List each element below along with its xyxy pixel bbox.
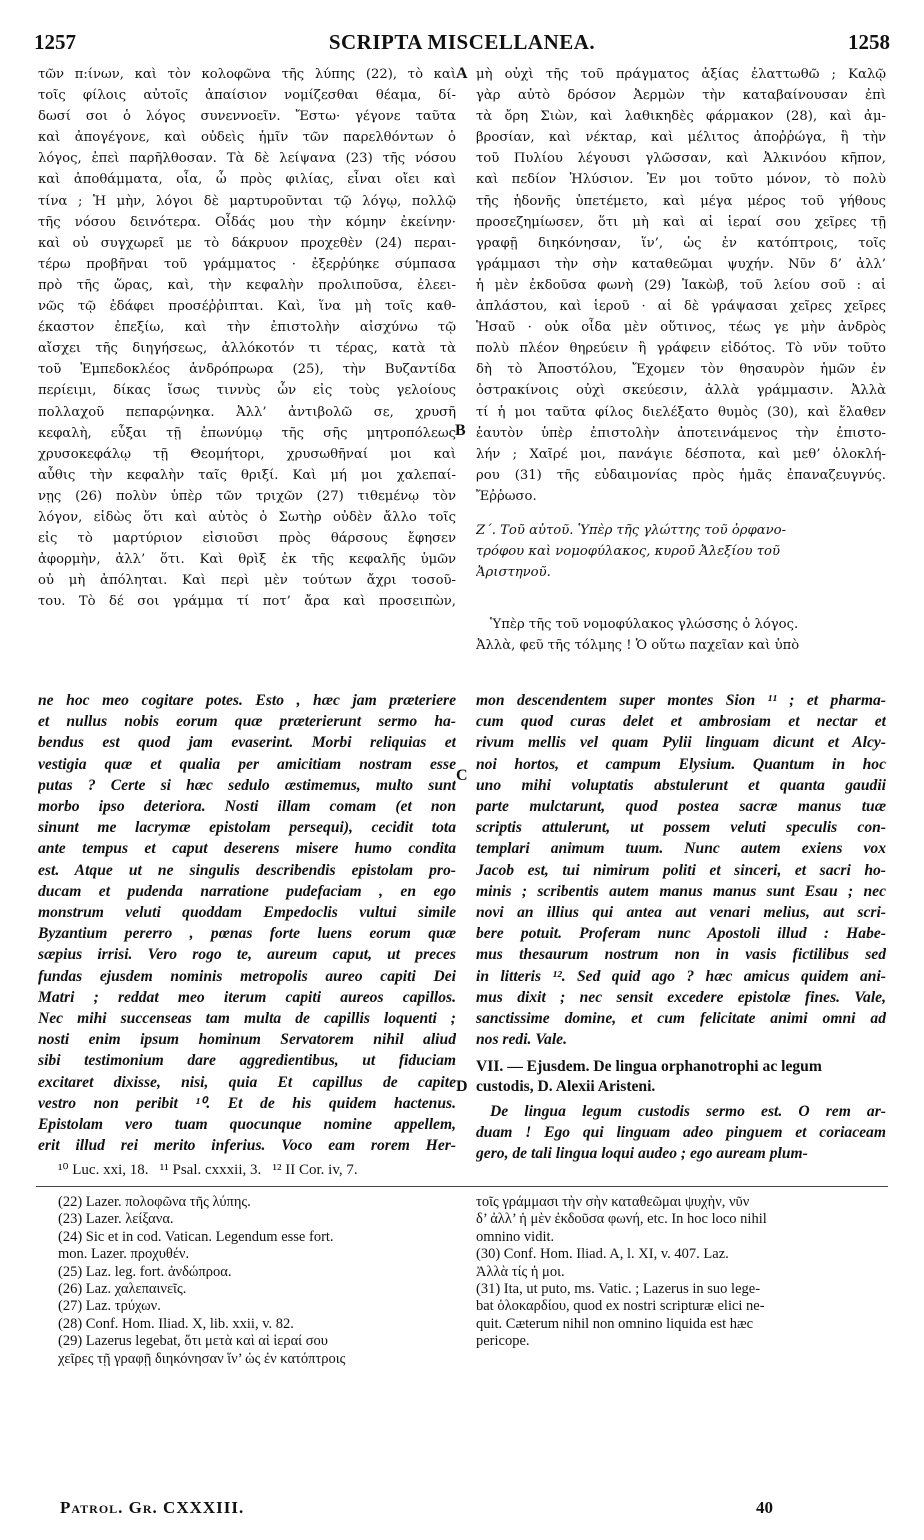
latin-letter-heading [476, 1057, 886, 1097]
greek-left-line: χρυσοκεφάλῳ τῇ Θεομήτορι, χρυσωθῆναί μοι καὶ [38, 446, 456, 462]
latin-right-a-line: scriptis attulerunt, ut possem veluti speculis con- [476, 819, 886, 837]
greek-left-line: δωσί σοι ὁ λόγος συνεννοεῖν. Ἔστω· γέγονε ταῦτα [38, 109, 456, 125]
greek-left-line: λόγος, ἐπεὶ παρῆλθοσαν. Τὰ δὲ λείψανα (23) τῆς νόσου [38, 151, 456, 167]
greek-left-line: έκαστον ἐπεξίω, καὶ τὴν ἐπιστολὴν αἰσχύνω τῷ [38, 320, 456, 336]
notes-left-line: (23) Lazer. λείξανα. [58, 1211, 174, 1228]
notes-right-line: bat ὁλοκαρδίου, quod ex nostri scripturæ elici ne- [476, 1298, 765, 1315]
latin-right-a-line: in litteris ¹². Sed quid ago ? hæc amicus quidem ani- [476, 967, 886, 985]
greek-letter-opening [476, 614, 886, 656]
latin-left-line: Epistolam vero tuam quocunque nomine appellem, [38, 1116, 456, 1134]
greek-left-line: καὶ οὐ συγχωρεῖ με τὸ δάκρυον προχεθὲν (24) περαι- [38, 235, 456, 251]
latin-left-line: ducam et pudenda narratione pudefaciam , en ego [38, 882, 456, 900]
footnote-rule [36, 1186, 888, 1187]
latin-left-line: Matri ; reddat meo iterum capiti aureos capillos. [38, 988, 456, 1006]
right-page-number: 1258 [848, 30, 890, 54]
greek-right-a-line: Ἡσαῦ · οὐκ οἶδα μὲν οὕτινος, τέως γε μὴν ἀνδρὸς [476, 320, 886, 336]
latin-heading-line: custodis, D. Alexii Aristeni. [476, 1078, 656, 1095]
greek-right-a-line: τοῦ Πυλίου λέγουσι γλῶσσαν, καὶ Ἀλκινόου κῆπον, [476, 151, 886, 167]
greek-left-line: αἴσχει τῆς διηγήσεως, ἀλλόκοτόν τι τέρας, κατὰ τὰ [38, 341, 456, 357]
greek-right-b-line: Ἀλλὰ, φεῦ τῆς τόλμης ! Ὁ οὕτω παχεῖαν καὶ ὑπὸ [476, 638, 800, 654]
greek-right-a-line: ἀπλάστου, καὶ ἱεροῦ · αἱ δὲ γράψασαι χεῖρες χεῖρες [476, 299, 886, 315]
greek-right-a-line: τὰ ὄρη Σιὼν, καὶ λαθικηδὲς φάρμακον (28), καὶ ἀμ- [476, 109, 886, 125]
latin-right-a-line: cum quod curas delet et ambrosiam et nectar et [476, 713, 886, 731]
greek-right-a-line: βροσίαν, καὶ νέκταρ, καὶ μέλιτος ἀποῤῥώγα, ἣ τὴν [476, 130, 886, 146]
latin-left-line: monstrum veluti quoddam Empedoclis vultui simile [38, 904, 456, 922]
notes-left-line: (28) Conf. Hom. Iliad. X, lib. xxii, v. 82. [58, 1315, 294, 1332]
notes-right-line: δ’ ἀλλ’ ἡ μὲν ἐκδοῦσα φωνή, etc. In hoc loco nihil [476, 1211, 767, 1228]
greek-left-line: καὶ ἀπογέγονε, καὶ οὐδεὶς ἡμῖν τῶν παρελθόντων ὁ [38, 130, 456, 146]
greek-left-line: λόγον, εἰδὼς ὅτι καὶ αὐτὸς ὁ Σωτὴρ οὐδὲν ἄλλο τοῖς [38, 509, 456, 525]
notes-left-line: (27) Laz. τρύχων. [58, 1298, 161, 1315]
latin-right-b-line: duam ! Ego qui linguam adeo pinguem et coriaceam [476, 1124, 886, 1142]
greek-left-line: εἰς τὸ μαρτύριον εἰσιοῦσι πρὸς θάρσους ἔφησεν [38, 531, 456, 547]
greek-left-line: νῃς (26) πολὺν ὑπὲρ τῶν τριχῶν (27) τιθεμένῳ τὸν [38, 488, 456, 504]
latin-left-line: erit illud rei merito inferius. Voco eam rorem Her- [38, 1137, 456, 1155]
latin-right-a-line: Jacob est, tui nimirum politi et sinceri, et sacri ho- [476, 861, 886, 879]
greek-left-line: του. Τὸ δέ σοι γράμμα τί ποτ’ ἄρα καὶ προσειπὼν, [38, 594, 456, 610]
greek-right-a-line: Ἔῤῥωσο. [476, 488, 537, 504]
latin-left-line: fundas ejusdem nominis metropolis aureo capiti Dei [38, 967, 456, 985]
notes-left-line: (25) Laz. leg. fort. ἀνδώπροα. [58, 1263, 232, 1280]
greek-right-a-line: ὀστρακίνοις οὐχὶ σκεύεσιν, ἀλλὰ γράμμασιν. Ἀλλὰ [476, 383, 886, 399]
latin-left-line: Nec mihi succenseas tam multa de capillis loquenti ; [38, 1010, 456, 1028]
latin-left-line: vestigia quæ et qualia per amicitiam nostram esse [38, 755, 456, 773]
running-title: SCRIPTA MISCELLANEA. [328, 30, 596, 54]
latin-left-line: nosti enim ipsum hominum Servatorem nihil aliud [38, 1031, 456, 1049]
latin-left-line: et nullus nobis eorum quæ præterierunt sermo ha- [38, 713, 456, 731]
greek-heading-line: Ζ΄. Τοῦ αὐτοῦ. Ὑπὲρ τῆς γλώττης τοῦ ὀρφανο- [476, 523, 787, 538]
notes-right-line: Ἀλλὰ τίς ἡ μοι. [476, 1263, 565, 1280]
margin-marker-b: B [455, 422, 466, 439]
margin-marker-c: C [456, 767, 468, 784]
latin-right-a-line: minis ; scribentis autem manus manus sunt Esau ; nec [476, 882, 886, 900]
margin-marker-a: A [456, 65, 468, 82]
greek-right-a-line: ἡ μὲν ἐκδοῦσα φωνὴ (29) Ἰακὼβ, τοῦ λείου σοῦ : αἱ [476, 277, 886, 293]
latin-right-b-line: gero, de tali lingua loqui audeo ; ego auream plum- [476, 1145, 808, 1163]
latin-heading-line: VII. — Ejusdem. De lingua orphanotrophi ac legum [476, 1058, 822, 1075]
latin-right-a-line: mon descendentem super montes Sion ¹¹ ; et pharma- [476, 692, 886, 709]
latin-right-a-line: uno mihi voluptatis abstulerunt et quanta gaudii [476, 776, 886, 794]
latin-left-line: sibi testimonium dare aggredientibus, ut fiduciam [38, 1052, 456, 1070]
greek-left-line: οὐ μὴ ἀπόληται. Καὶ περὶ μὲν τούτων ἄχρι τοσοῦ- [38, 573, 456, 589]
greek-right-a-line: μὴ οὐχὶ τῆς τοῦ πράγματος ἀξίας ἐλαττωθῶ ; Καλῷ [476, 67, 886, 82]
greek-left-line: πολλαχοῦ πεπαρῴνηκα. Ἀλλ’ ἀντιβολῶ σε, χρυσῆ [38, 404, 456, 420]
greek-right-a-line: λήν ; Χαῖρέ μοι, πανάγιε δέσποτα, καὶ μεθ’ ὁλοκλή- [476, 446, 886, 462]
latin-right-a-line: bere potuit. Proferam nunc Apostoli illud : Habe- [476, 925, 886, 943]
greek-right-a-line: τῆς ἡδονῆς ὑπετέμετο, καὶ μέγα μέρος τοῦ γήθους [476, 193, 886, 209]
greek-right-a-line: προσεζημίωσεν, ὅτι μὴ καὶ αἱ ἱεραί σου χεῖρες τῇ [476, 214, 886, 230]
latin-left-line: ante tempus et caput deserens misere humo condita [38, 840, 456, 858]
greek-right-a-line: δὴ τὸ Ἀποστόλου, Ἔχομεν τὸν θησαυρὸν ἡμῶν ἐν [476, 362, 886, 378]
greek-left-line: τῆς νόσου δεινότερα. Οἶδάς μου τὴν κόμην ἐκείνην· [38, 214, 456, 230]
latin-right-a-line: mus thesaurum nostrum non in vasis fictilibus sed [476, 946, 886, 964]
greek-letter-heading [476, 520, 886, 583]
latin-right-a-line: novi an illius qui antea aut venari melius, aut scri- [476, 904, 886, 922]
notes-left-line: mon. Lazer. προχυθέν. [58, 1246, 190, 1263]
notes-right-line: quit. Cæterum nihil non omnino liquida est hæc [476, 1315, 754, 1332]
notes-left-line: (22) Lazer. πολοφῶνα τῆς λύπης. [58, 1194, 251, 1210]
greek-right-a-line: πολὺ πλέον θηρεύειν ἢ γράφειν εἰδότος. Τὸ νῦν τοῦτο [476, 341, 886, 357]
latin-left-line: vestro non peribit ¹⁰. Et de his quidem hactenus. [38, 1094, 456, 1112]
latin-left-line: Byzantium pererro , pœnas forte luens eorum quæ [38, 925, 456, 943]
latin-right-a-line: rivum mellis vel quam Pylii linguam dicunt et Alcy- [476, 734, 886, 752]
latin-text-right [476, 690, 886, 1050]
latin-right-a-line: sanctissime domine, et cum felicitate animi omni ad [476, 1010, 886, 1028]
greek-left-line: ἀφορμὴν, ἀλλ’ ὅτι. Καὶ θρὶξ ἐκ τῆς κεφαλῆς ὑμῶν [38, 552, 456, 568]
notes-left-line: (26) Laz. χαλεπαινεῖς. [58, 1281, 187, 1298]
latin-left-line: est. Atque ut ne singulis describendis epistolam pro- [38, 861, 456, 879]
greek-right-b-line: Ὑπὲρ τῆς τοῦ νομοφύλακος γλώσσης ὁ λόγος. [490, 617, 799, 632]
latin-left-line: ne hoc meo cogitare potes. Esto , hæc jam præteriere [38, 692, 456, 709]
greek-left-line: τῶν π:ίνων, καὶ τὸν κολοφῶνα τῆς λύπης (22), τὸ καὶ [38, 67, 456, 82]
latin-right-a-line: parte mulctarunt, quod postea sacræ manus tuæ [476, 798, 886, 816]
latin-letter-opening [476, 1101, 886, 1165]
greek-text-right [476, 64, 886, 507]
greek-left-line: τίνα ; Ἡ μὴν, λόγοι δὲ μαρτυροῦνται τῷ λόγῳ, πολλῷ [38, 193, 456, 209]
greek-heading-line: τρόφου καὶ νομοφύλακος, κυροῦ Ἀλεξίου τοῦ [476, 544, 780, 560]
series-imprint: Patrol. Gr. CXXXIII. [60, 1498, 245, 1517]
greek-left-line: αὖθις τὴν κεφαλὴν ταῖς θριξί. Καὶ μή μοι χαλεπαί- [38, 467, 456, 483]
latin-left-line: bendus est quod jam evaserint. Morbi reliquias et [38, 734, 456, 752]
scripture-references: ¹⁰ Luc. xxi, 18. ¹¹ Psal. cxxxii, 3. ¹² II Cor. iv, 7. [58, 1162, 358, 1178]
latin-left-line: excitaret dixisse, nisi, quia Et capillus de capite [38, 1073, 456, 1091]
greek-right-a-line: γραφῇ διηκόνησαν, ἵν’, ὡς ἐν κατόπτροις, τοῖς [476, 235, 886, 251]
greek-heading-line: Ἀριστηνοῦ. [476, 565, 551, 581]
footnotes-left [58, 1194, 458, 1368]
notes-left-line: χεῖρες τῇ γραφῇ διηκόνησαν ἵν’ ὡς ἐν κατόπτροις [58, 1350, 346, 1367]
latin-left-line: sinunt me lacrymæ epistolam persequi), cecidit tota [38, 819, 456, 837]
greek-right-a-line: γράμμασι τὴν σὴν καταθεῶμαι ψυχήν. Νῦν δ’ ἀλλ’ [476, 256, 886, 272]
greek-left-line: κεφαλὴ, εὖξαι τῇ ἐπωνύμῳ τῆς σῆς μητροπόλεως [38, 425, 456, 441]
greek-text-left [38, 64, 456, 612]
greek-right-a-line: ἑαυτὸν ὑπὲρ ἐπιστολὴν ἀποτεινάμενος τὴν ἐπιστο- [476, 425, 886, 441]
greek-left-line: πρὸ τῆς ὥρας, καὶ, τὴν κεφαλὴν προλιποῦσα, ἐλεει- [38, 277, 456, 293]
greek-right-a-line: τί ἡ μοι ταῦτα φίλος διελέξατο θυμὸς (30), καὶ ἔλαθεν [476, 404, 886, 420]
greek-left-line: περίειμι, δίκας ἴσως τιννὺς ὧν εἰς τοὺς γελοίους [38, 383, 456, 399]
latin-right-a-line: nos redi. Vale. [476, 1031, 567, 1049]
notes-right-line: (31) Ita, ut puto, ms. Vatic. ; Lazerus in suo lege- [476, 1281, 761, 1298]
latin-left-line: morbo ipso deteriora. Nosti illam comam (et non [38, 798, 456, 816]
notes-left-line: (24) Sic et in cod. Vatican. Legendum esse fort. [58, 1228, 334, 1245]
greek-left-line: τέρω προβῆναι τοῦ γράμματος · ἐξερῥύηκε σύμπασα [38, 256, 456, 272]
left-page-number: 1257 [34, 30, 76, 54]
greek-right-a-line: καὶ πεδίον Ἠλύσιον. Ἐν μοι τοῦτο μόνον, τὸ πολὺ [476, 172, 886, 188]
greek-right-a-line: ρου (31) τῆς εὐδαιμονίας πρὸς ἡμᾶς ἐπαναζευγνύς. [476, 467, 886, 483]
greek-right-a-line: γὰρ αὐτὸ δρόσον Ἀερμὼν τὴν καταβαίνουσαν ἐπὶ [476, 88, 886, 104]
notes-right-line: pericope. [476, 1333, 530, 1350]
notes-right-line: (30) Conf. Hom. Iliad. A, l. XI, v. 407. Laz. [476, 1246, 729, 1263]
latin-left-line: sæpius irrisi. Vero rogo te, aureum caput, ut preces [38, 946, 456, 964]
notes-right-line: τοῖς γράμμασι τὴν σὴν καταθεῶμαι ψυχὴν, νῦν [476, 1194, 750, 1210]
latin-right-a-line: noi hortos, et campum Elysium. Quantum in hoc [476, 755, 886, 773]
latin-right-b-line: De lingua legum custodis sermo est. O rem ar- [490, 1103, 886, 1120]
greek-left-line: καὶ ἀποθάμματα, οἷα, ὦ πρὸς φιλίας, εἶναι οἴει καὶ [38, 172, 456, 188]
notes-left-line: (29) Lazerus legebat, ὅτι μετὰ καὶ αἱ ἱεραί σου [58, 1333, 328, 1350]
margin-marker-d: D [456, 1078, 468, 1095]
running-header [34, 30, 890, 56]
latin-text-left [38, 690, 456, 1156]
signature-number: 40 [756, 1498, 773, 1517]
footnotes-right [476, 1194, 886, 1351]
latin-right-a-line: templari animum tuum. Nunc autem exiens vox [476, 840, 886, 858]
greek-left-line: τοῖς φίλοις αὐτοῖς ἀπαίσιον νομίζεσθαι θέαμα, δί- [38, 88, 456, 104]
notes-right-line: omnino vidit. [476, 1228, 555, 1245]
greek-left-line: τοῦ Ἐμπεδοκλέος ἀνδρόπρωρα (25), τὴν Βυζαντίδα [38, 362, 456, 378]
greek-left-line: νῶς τῷ ἐδάφει προσέῤῥιπται. Καὶ, ἵνα μὴ τοῖς καθ- [38, 299, 456, 315]
latin-left-line: putas ? Certe si hæc sedulo æstimemus, multo sunt [38, 776, 456, 794]
latin-right-a-line: mus dixit ; nec sensit excedere epistolæ fines. Vale, [476, 988, 886, 1006]
